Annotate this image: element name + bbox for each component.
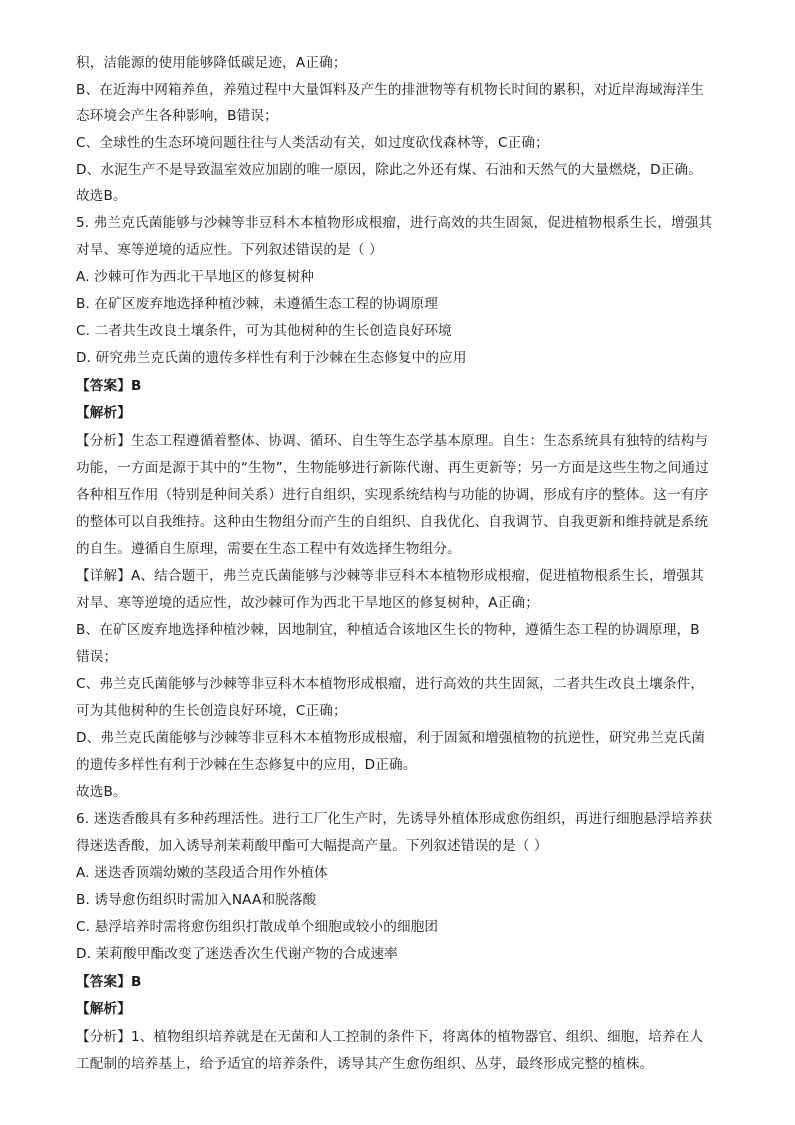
text-line: 对旱、寒等逆境的适应性，故沙棘可作为西北干旱地区的修复树种，A正确；	[76, 595, 539, 611]
option-d: D. 茉莉酸甲酯改变了迷迭香次生代谢产物的合成速率	[76, 946, 398, 962]
option-d: D. 研究弗兰克氏菌的遗传多样性有利于沙棘在生态修复中的应用	[76, 350, 467, 366]
text-line: C、弗兰克氏菌能够与沙棘等非豆科木本植物形成根瘤，进行高效的共生固氮，二者共生改良土壤条件，	[76, 676, 705, 692]
text-line: B、在近海中网箱养鱼，养殖过程中大量饵料及产生的排泄物等有机物长时间的累积，对近岸海域海洋生	[76, 82, 704, 98]
text-line: 各种相互作用（特别是种间关系）进行自组织，实现系统结构与功能的协调，形成有序的整体。这一有序	[76, 487, 709, 503]
text-line: 态环境会产生各种影响，B错误；	[76, 108, 278, 124]
text-line: 【分析】生态工程遵循着整体、协调、循环、自生等生态学基本原理。自生：生态系统具有独特的结构与	[76, 433, 709, 449]
text-line: 的遗传多样性有利于沙棘在生态修复中的应用，D正确。	[76, 757, 417, 773]
answer-heading: 【答案】B	[76, 378, 142, 394]
question-stem: 6. 迷迭香酸具有多种药理活性。进行工厂化生产时，先诱导外植体形成愈伤组织，再进行细胞悬浮培养获	[76, 811, 713, 827]
option-c: C. 二者共生改良土壤条件，可为其他树种的生长创造良好环境	[76, 323, 452, 339]
question-stem: 得迷迭香酸，加入诱导剂茉莉酸甲酯可大幅提高产量。下列叙述错误的是（ ）	[76, 838, 548, 854]
text-line: 错误；	[76, 649, 118, 665]
option-a: A. 沙棘可作为西北干旱地区的修复树种	[76, 269, 315, 285]
text-line: 功能，一方面是源于其中的“生物”，生物能够进行新陈代谢、再生更新等；另一方面是这些生物之间通过	[76, 460, 709, 476]
text-line: 的整体可以自我维持。这种由生物组分而产生的自组织、自我优化、自我调节、自我更新和维持就是系统	[76, 514, 709, 530]
answer-heading: 【答案】B	[76, 974, 142, 990]
question-stem: 对旱、寒等逆境的适应性。下列叙述错误的是（ ）	[76, 242, 383, 258]
question-stem: 5. 弗兰克氏菌能够与沙棘等非豆科木本植物形成根瘤，进行高效的共生固氮，促进植物根系生长，增强其	[76, 215, 713, 231]
text-line: 【分析】1、植物组织培养就是在无菌和人工控制的条件下，将离体的植物器官、组织、细胞，培养在人	[76, 1029, 704, 1045]
text-line: 故选B。	[76, 784, 127, 800]
option-b: B. 在矿区废弃地选择种植沙棘，未遵循生态工程的协调原理	[76, 296, 439, 312]
text-line: 的自生。遵循自生原理，需要在生态工程中有效选择生物组分。	[76, 541, 461, 557]
text-line: B、在矿区废弃地选择种植沙棘，因地制宜，种植适合该地区生长的物种，遵循生态工程的协调原理，B	[76, 622, 700, 638]
text-line: 故选B。	[76, 188, 127, 204]
text-line: 工配制的培养基上，给予适宜的培养条件，诱导其产生愈伤组织、丛芽，最终形成完整的植株。	[76, 1056, 654, 1072]
option-a: A. 迷迭香顶端幼嫩的茎段适合用作外植体	[76, 865, 328, 881]
text-line: D、弗兰克氏菌能够与沙棘等非豆科木本植物形成根瘤，利于固氮和增强植物的抗逆性，研究弗兰克氏菌	[76, 730, 706, 746]
option-b: B. 诱导愈伤组织时需加入NAA和脱落酸	[76, 892, 317, 908]
text-line: C、全球性的生态环境问题往往与人类活动有关，如过度砍伐森林等，C正确；	[76, 135, 549, 151]
text-line: 【详解】A、结合题干，弗兰克氏菌能够与沙棘等非豆科木本植物形成根瘤，促进植物根系生长，增强其	[76, 568, 704, 584]
option-c: C. 悬浮培养时需将愈伤组织打散成单个细胞或较小的细胞团	[76, 919, 439, 935]
text-line: 可为其他树种的生长创造良好环境，C正确；	[76, 703, 347, 719]
text-line: D、水泥生产不是导致温室效应加剧的唯一原因，除此之外还有煤、石油和天然气的大量燃烧，D正确。	[76, 162, 702, 178]
analysis-heading: 【解析】	[76, 1001, 131, 1017]
analysis-heading: 【解析】	[76, 405, 131, 421]
text-line: 积，洁能源的使用能够降低碳足迹，A正确；	[76, 55, 347, 71]
